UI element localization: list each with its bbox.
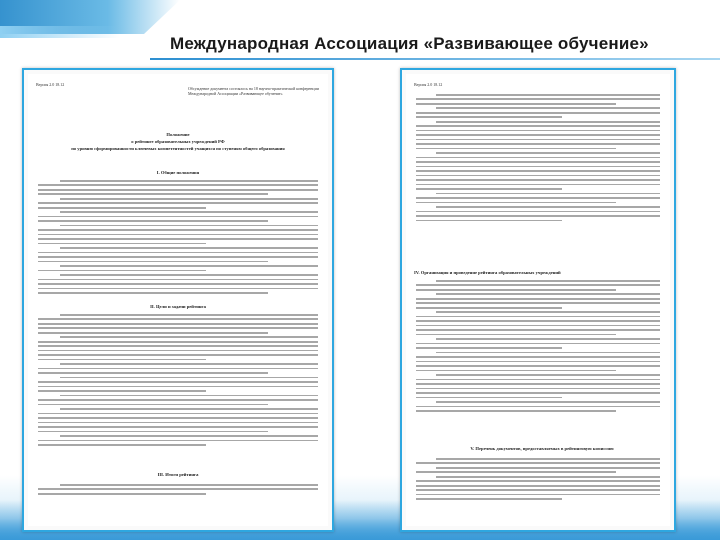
section-heading: V. Перечень документов, предоставляемых в рейтинговую комиссию — [470, 446, 614, 451]
section-heading: II. Цели и задачи рейтинга — [150, 304, 206, 309]
slide-title: Международная Ассоциация «Развивающее обучение» — [170, 34, 649, 53]
document-approval-note: Обсуждение документа состоялось на 18 научно-практической конференции Международной Ассоциации «Развивающее обучение» — [188, 86, 319, 96]
section-heading: I. Общие положения — [156, 170, 200, 175]
document-body-text — [38, 484, 318, 497]
document-body-text — [38, 314, 318, 449]
document-body-text — [38, 180, 318, 297]
section-heading: IV. Организация и проведение рейтинга образовательных учреждений — [414, 270, 561, 275]
document-page — [406, 74, 670, 526]
document-scan-left — [22, 68, 334, 532]
document-page — [28, 74, 328, 526]
document-topic: по уровню сформированности ключевых компетентностей учащихся по ступеням общего образования — [71, 146, 285, 151]
document-title: Положение — [166, 132, 190, 137]
document-body-text — [416, 280, 660, 415]
corner-decoration-stripe — [0, 26, 120, 38]
document-version: Версия 2.0 18.12 — [36, 82, 65, 87]
title-underline — [150, 58, 720, 60]
document-scan-right — [400, 68, 676, 532]
document-body-text — [416, 458, 660, 503]
document-version: Версия 2.0 18.12 — [414, 82, 443, 87]
document-body-text — [416, 94, 660, 224]
section-heading: III. Итоги рейтинга — [157, 472, 199, 477]
document-subtitle: о рейтинге образовательных учреждений РФ — [131, 139, 225, 144]
